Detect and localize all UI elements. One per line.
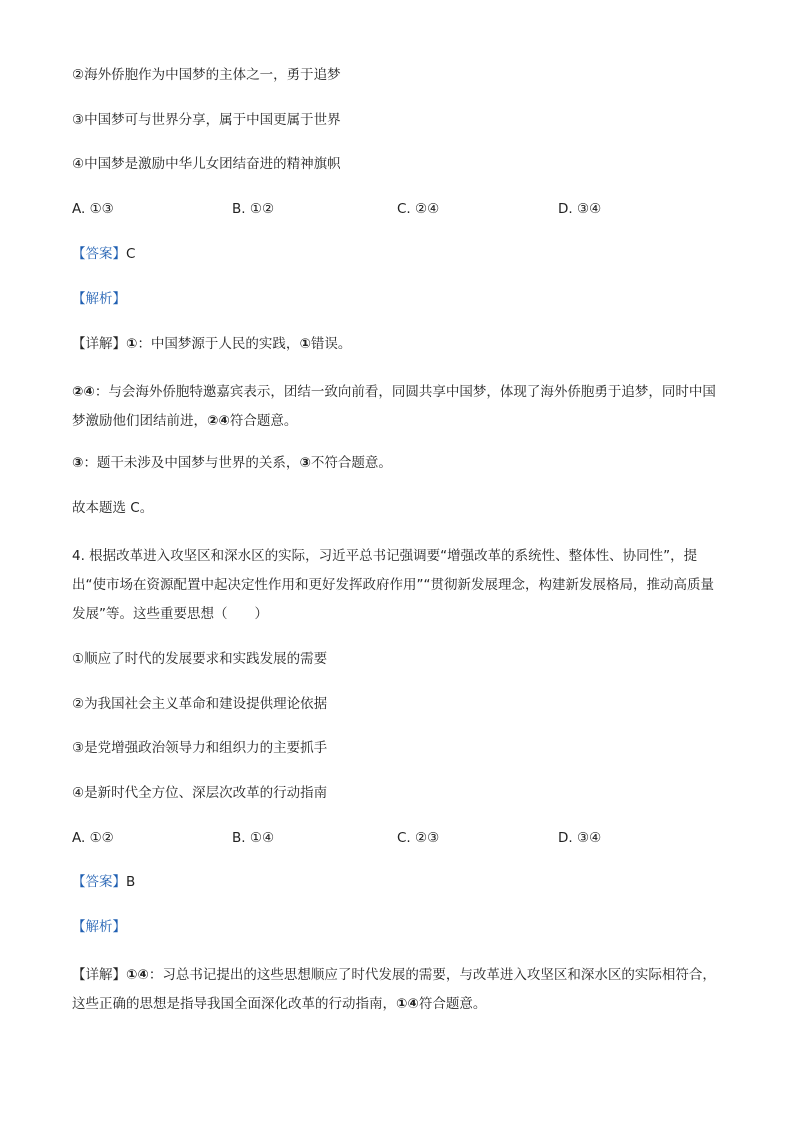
q4-option-b: B. ①④ [232, 830, 275, 846]
q4-answer [72, 872, 722, 892]
q4-option-d: D. ③④ [558, 830, 602, 846]
q3-detail-2-mark: ②④ [207, 413, 230, 429]
q4-statement-3: ③是党增强政治领导力和组织力的主要抓手 [72, 740, 328, 756]
q3-statement-2: ②海外侨胞作为中国梦的主体之一，勇于追梦 [72, 67, 341, 83]
q4-statement-1: ①顺应了时代的发展要求和实践发展的需要 [72, 651, 328, 667]
q3-statement-4: ④中国梦是激励中华儿女团结奋进的精神旗帜 [72, 156, 341, 172]
q3-detail-3-label: ③ [72, 455, 84, 471]
q3-conclusion: 故本题选 C。 [72, 500, 154, 516]
q3-detail-2-text: ：与会海外侨胞特邀嘉宾表示，团结一致向前看，同圆共享中国梦，体现了海外侨胞勇于追梦，同时中国梦激励他们团结前进， [72, 384, 716, 429]
q4-detail-tag: 【详解】 [72, 967, 126, 983]
q3-detail-1-label: ① [126, 336, 138, 352]
q4-answer-tag: 【答案】 [72, 874, 126, 890]
q3-detail-1-text: ：中国梦源于人民的实践， [137, 336, 300, 352]
q3-detail-1-end: 错误。 [310, 336, 352, 352]
q3-statement-3: ③中国梦可与世界分享，属于中国更属于世界 [72, 112, 341, 128]
q3-detail-1-mark: ① [299, 336, 311, 352]
q4-detail-1-mark: ①④ [396, 996, 419, 1012]
q3-detail-2 [72, 378, 722, 436]
q4-stem: 4. 根据改革进入攻坚区和深水区的实际，习近平总书记强调要“增强改革的系统性、整体性、协同性”，提出“使市场在资源配置中起决定性作用和更好发挥政府作用”“贯彻新发展理念，构建新发展格局，推动高质量发展”等。这些重要思想（ ） [72, 548, 714, 622]
q3-detail-3-text: ：题干未涉及中国梦与世界的关系， [83, 455, 300, 471]
q3-detail-2-label: ②④ [72, 384, 95, 400]
q3-detail-1 [72, 334, 722, 354]
q3-option-d: D. ③④ [558, 201, 602, 217]
q4-option-c: C. ②③ [397, 830, 440, 846]
q3-detail-tag: 【详解】 [72, 336, 126, 352]
q3-option-a: A. ①③ [72, 201, 114, 217]
q4-statement-2: ②为我国社会主义革命和建设提供理论依据 [72, 696, 328, 712]
q3-answer-value: C [126, 246, 136, 262]
q4-detail-1-text: ：习总书记提出的这些思想顺应了时代发展的需要，与改革进入攻坚区和深水区的实际相符合，这些正确的思想是指导我国全面深化改革的行动指南， [72, 967, 716, 1012]
q3-analysis-tag: 【解析】 [72, 291, 126, 307]
q3-detail-3 [72, 453, 722, 473]
q3-answer [72, 244, 722, 264]
q3-detail-3-end: 不符合题意。 [310, 455, 392, 471]
q4-detail-1 [72, 961, 722, 1019]
q3-detail-3-mark: ③ [299, 455, 311, 471]
q3-detail-2-end: 符合题意。 [229, 413, 298, 429]
q4-statement-4: ④是新时代全方位、深层次改革的行动指南 [72, 785, 328, 801]
q4-detail-1-label: ①④ [126, 967, 149, 983]
q3-option-c: C. ②④ [397, 201, 440, 217]
q4-option-a: A. ①② [72, 830, 114, 846]
q3-answer-tag: 【答案】 [72, 246, 126, 262]
q4-detail-1-end: 符合题意。 [418, 996, 487, 1012]
q4-answer-value: B [126, 874, 136, 890]
q3-option-b: B. ①② [232, 201, 275, 217]
q4-analysis-tag: 【解析】 [72, 919, 126, 935]
